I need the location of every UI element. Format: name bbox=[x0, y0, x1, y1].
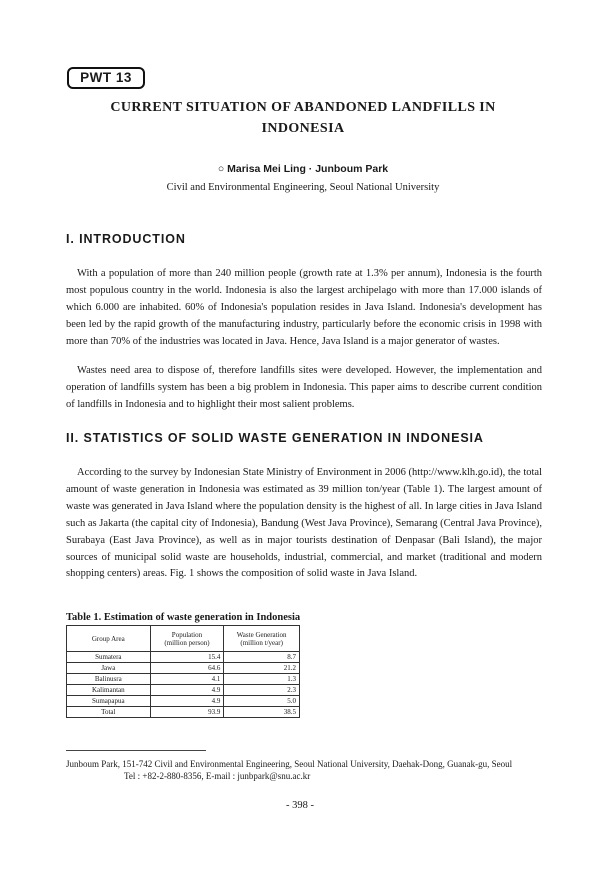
waste-generation-table bbox=[66, 625, 300, 718]
intro-paragraph-2: Wastes need area to dispose of, therefore landfills sites were developed. However, the implementation and operation of landfills system has been a big problem in Indonesia. This paper aims to describe current condition of landfills in Indonesia and to highlight their most salient problems. bbox=[66, 365, 542, 410]
table-cell-population: 4.1 bbox=[150, 674, 224, 685]
paper-id-badge: PWT 13 bbox=[67, 67, 145, 89]
footnote-contact: Tel : +82-2-880-8356, E-mail : junbpark@snu.ac.kr bbox=[124, 771, 311, 781]
table-cell-population: 64.6 bbox=[150, 663, 224, 674]
table-cell-waste: 8.7 bbox=[224, 652, 300, 663]
table-cell-waste: 1.3 bbox=[224, 674, 300, 685]
table-cell-population: 93.9 bbox=[150, 707, 224, 718]
table-cell-waste: 2.3 bbox=[224, 685, 300, 696]
table-caption: Table 1. Estimation of waste generation in Indonesia bbox=[66, 612, 301, 623]
table-header-population: Population (million person) bbox=[150, 626, 224, 652]
table-row-total bbox=[67, 707, 300, 718]
table-cell-population: 4.9 bbox=[150, 696, 224, 707]
paper-title-line-2: INDONESIA bbox=[261, 121, 345, 136]
table-cell-area: Total bbox=[67, 707, 151, 718]
table-row bbox=[67, 685, 300, 696]
table-cell-waste: 5.0 bbox=[224, 696, 300, 707]
table-cell-population: 15.4 bbox=[150, 652, 224, 663]
table-cell-area: Kalimantan bbox=[67, 685, 151, 696]
author-line bbox=[60, 163, 546, 175]
section-heading-statistics: II. STATISTICS OF SOLID WASTE GENERATION IN INDONESIA bbox=[66, 431, 484, 445]
affiliation: Civil and Environmental Engineering, Seoul National University bbox=[166, 182, 440, 193]
presenter-marker: ○ bbox=[217, 163, 225, 175]
table-header-waste-generation: Waste Generation (million t/year) bbox=[224, 626, 300, 652]
table-cell-waste: 21.2 bbox=[224, 663, 300, 674]
table-row bbox=[67, 674, 300, 685]
page-number: - 398 - bbox=[286, 800, 314, 811]
footnote-divider bbox=[66, 750, 206, 751]
table-cell-area: Jawa bbox=[67, 663, 151, 674]
author-names: Marisa Mei Ling · Junboum Park bbox=[227, 163, 389, 175]
table-row bbox=[67, 663, 300, 674]
table-cell-area: Balinusra bbox=[67, 674, 151, 685]
table-row bbox=[67, 652, 300, 663]
intro-paragraph-1: With a population of more than 240 million people (growth rate at 1.3% per annum), Indonesia is the fourth most populous country in the world. Indonesia is also the largest archipelago with more than 17.000 islands of which 6.000 are inhabited. 60% of Indonesia's population resides in Java Island. Indonesia's development has been led by the rapid growth of the manufacturing industry, particularly before the economic crisis in 1998 with more than 70% of the industries was located in Java. Hence, Java Island is a major generator of wastes. bbox=[66, 268, 542, 347]
footnote-address: Junboum Park, 151-742 Civil and Environmental Engineering, Seoul National University, Daehak-Dong, Guanak-gu, Seoul bbox=[66, 759, 513, 769]
table-cell-area: Sumapapua bbox=[67, 696, 151, 707]
paper-title-line-1: CURRENT SITUATION OF ABANDONED LANDFILLS IN bbox=[110, 100, 496, 115]
table-cell-waste: 38.5 bbox=[224, 707, 300, 718]
table-row bbox=[67, 696, 300, 707]
statistics-paragraph-1: According to the survey by Indonesian State Ministry of Environment in 2006 (http://www.klh.go.id), the total amount of waste generation in Indonesia was estimated as 39 million ton/year (Table 1). The largest amount of waste was generated in Java Island where the population density is the highest of all. In large cities in Java Island such as Jakarta (the capital city of Indonesia), Bandung (West Java Province), Semarang (Central Java Province), Surabaya (East Java Province), as well as in major tourists destination of Denpasar (Bali Island), the major sources of municipal solid waste are households, industrial, commercial, and market (traditional and modern shopping centers) areas. Fig. 1 shows the composition of solid waste in Java Island. bbox=[66, 467, 542, 580]
table-cell-population: 4.9 bbox=[150, 685, 224, 696]
table-header-row bbox=[67, 626, 300, 652]
table-header-group-area: Group Area bbox=[67, 626, 151, 652]
section-heading-introduction: I. INTRODUCTION bbox=[66, 232, 186, 246]
table-cell-area: Sumatera bbox=[67, 652, 151, 663]
